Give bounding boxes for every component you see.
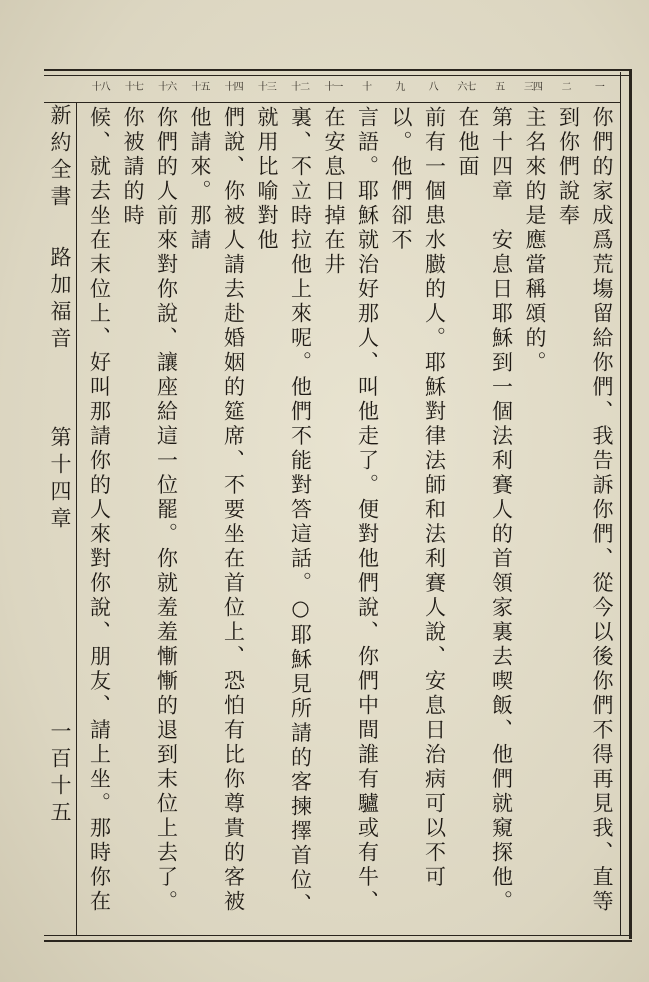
frame-top-rule <box>44 69 632 76</box>
verse-number: 十一 <box>324 82 343 93</box>
verse-number: 一 <box>594 82 604 93</box>
verse-number: 十六 <box>158 82 177 93</box>
verse-number: 十 <box>362 82 372 93</box>
verse-number: 八 <box>428 82 438 93</box>
text-column: 言語。耶穌就治好那人、叫他走了。便對他們說、你們中間誰有驢或有牛、在安息日掉在井 <box>322 106 380 915</box>
text-column: 候、就去坐在末位上、好叫那請你的人來對你說、朋友、請上坐。那時你在 <box>87 106 112 915</box>
verse-number: 三四 <box>523 82 542 93</box>
text-column: 第十四章 安息日耶穌到一個法利賽人的首領家裏去喫飯、他們就窺探他。在他面 <box>456 106 514 915</box>
verse-number: 十八 <box>91 82 110 93</box>
running-head-margin <box>44 104 76 934</box>
book-title: 新約全書 <box>48 104 72 212</box>
chapter-heading: 第十四章 <box>48 426 72 534</box>
frame-inner-right-rule <box>620 72 621 935</box>
verse-number: 十七 <box>124 82 143 93</box>
verse-number: 十二 <box>291 82 310 93</box>
text-column: 你們的人前來對你說、讓座給這一位罷。你就羞羞慚慚的退到末位上去了。你被請的時 <box>121 106 179 915</box>
header-separator <box>44 102 620 103</box>
verse-number-row <box>84 76 616 100</box>
scripture-text <box>80 106 618 932</box>
verse-number: 十四 <box>224 82 243 93</box>
text-column: 裏、不立時拉他上來呢。他們不能對答這話。○耶穌見所請的客揀擇首位、就用比喻對他 <box>255 106 313 918</box>
verse-number: 二 <box>561 82 571 93</box>
verse-number: 九 <box>395 82 405 93</box>
frame-bottom-rule <box>44 935 632 942</box>
margin-separator <box>76 102 77 935</box>
page-number: 一百十五 <box>48 720 72 828</box>
gospel-title: 路加福音 <box>48 246 72 354</box>
frame-right-rule <box>629 69 632 939</box>
verse-number: 十五 <box>191 82 210 93</box>
verse-number: 六七 <box>457 82 476 93</box>
verse-number: 十三 <box>257 82 276 93</box>
text-column: 主名來的是應當稱頌的。 <box>523 106 547 376</box>
verse-number: 五 <box>495 82 505 93</box>
text-column: 前有一個患水臌的人。耶穌對律法師和法利賽人說、安息日治病可以不可以。他們卻不 <box>389 106 447 890</box>
text-column: 你們的家成爲荒塲留給你們、我告訴你們、從今以後你們不得再見我、直等到你們說奉 <box>556 106 614 915</box>
text-column: 們說、你被人請去赴婚姻的筵席、不要坐在首位上、恐怕有比你尊貴的客被他請來。那請 <box>188 106 246 915</box>
